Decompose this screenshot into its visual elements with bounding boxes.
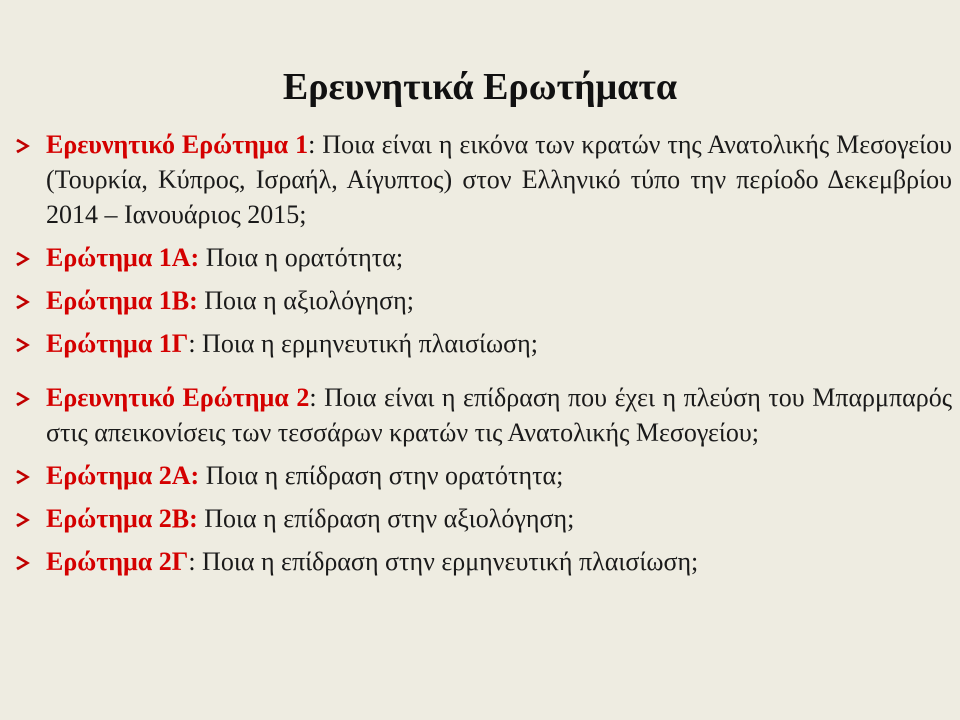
arrow-bullet-icon <box>14 391 34 407</box>
question-text: Ποια η επίδραση στην αξιολόγηση; <box>197 504 575 533</box>
arrow-bullet-icon <box>14 138 34 154</box>
question-text: Ποια η επίδραση στην ορατότητα; <box>199 461 564 490</box>
list-item <box>10 380 952 450</box>
question-text: Ποια η αξιολόγηση; <box>197 286 414 315</box>
question-text: Ποια η ορατότητα; <box>199 243 404 272</box>
question-label: Ερώτημα 1Α: <box>46 243 200 272</box>
question-label: Ερευνητικό Ερώτημα 1 <box>46 130 309 159</box>
list-item <box>10 240 952 275</box>
question-text: Ποια η ερμηνευτική πλαισίωση; <box>195 329 538 358</box>
question-label: Ερώτημα 2Γ <box>46 547 189 576</box>
arrow-bullet-icon <box>14 337 34 353</box>
question-text: Ποια η επίδραση στην ερμηνευτική πλαισίωση; <box>195 547 699 576</box>
question-label: Ερώτημα 1Γ <box>46 329 189 358</box>
arrow-bullet-icon <box>14 555 34 571</box>
list-item <box>10 501 952 536</box>
label-separator: : <box>308 130 316 159</box>
arrow-bullet-icon <box>14 294 34 310</box>
arrow-bullet-icon <box>14 512 34 528</box>
list-item <box>10 458 952 493</box>
arrow-bullet-icon <box>14 469 34 485</box>
question-label: Ερώτημα 2Α: <box>46 461 200 490</box>
question-text: Ποια είναι η εικόνα των κρατών της Ανατολικής Μεσογείου (Τουρκία, Κύπρος, Ισραήλ, Αίγυπτος) στον Ελληνικό τύπο την περίοδο Δεκεμβρίου 2014 – Ιανουάριος 2015; <box>46 130 953 229</box>
list-item <box>10 544 952 579</box>
research-questions-list <box>10 127 952 587</box>
question-label: Ερώτημα 1Β: <box>46 286 198 315</box>
label-separator: : <box>188 329 196 358</box>
label-separator: : <box>188 547 196 576</box>
question-label: Ερευνητικό Ερώτημα 2 <box>46 383 310 412</box>
question-label: Ερώτημα 2Β: <box>46 504 198 533</box>
list-item <box>10 283 952 318</box>
question-text: Ποια είναι η επίδραση που έχει η πλεύση του Μπαρμπαρός στις απεικονίσεις των τεσσάρων κρατών τις Ανατολικής Μεσογείου; <box>46 383 952 447</box>
label-separator: : <box>309 383 317 412</box>
list-item <box>10 326 952 361</box>
slide-title: Ερευνητικά Ερωτήματα <box>282 66 678 109</box>
list-item <box>10 127 952 232</box>
arrow-bullet-icon <box>14 251 34 267</box>
